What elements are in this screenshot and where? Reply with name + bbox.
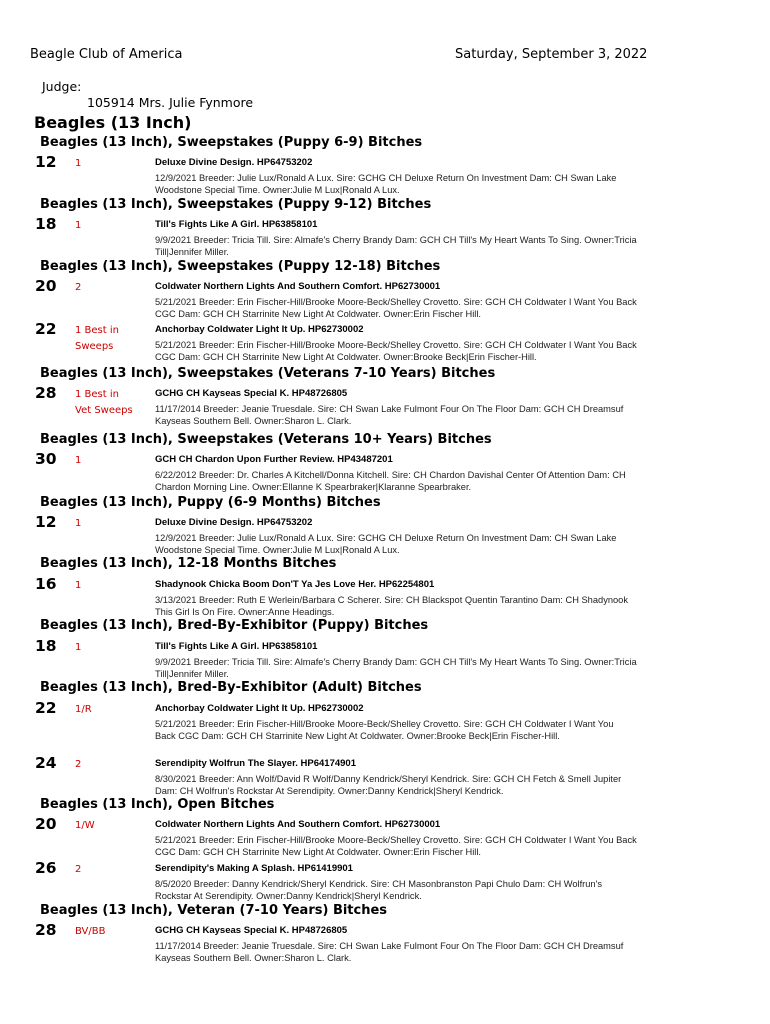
dog-name: Coldwater Northern Lights And Southern Comfort. HP62730001 xyxy=(155,281,441,292)
placement: 1 xyxy=(75,642,82,653)
class-heading: Beagles (13 Inch), Veteran (7-10 Years) Bitches xyxy=(40,903,388,918)
placement: 1 Best in Sweeps xyxy=(75,325,119,352)
dog-details: 6/22/2012 Breeder: Dr. Charles A Kitchell/Donna Kitchell. Sire: CH Chardon Davishal Center Of Attention Dam: CH Chardon Morning Line. Owner:Ellanne K Spearbraker|Klaranne Spearbraker. xyxy=(155,470,626,492)
dog-name: GCHG CH Kayseas Special K. HP48726805 xyxy=(155,388,348,399)
entry-number: 22 xyxy=(35,320,57,338)
class-heading: Beagles (13 Inch), Sweepstakes (Puppy 6-9) Bitches xyxy=(40,135,423,150)
club-name: Beagle Club of America xyxy=(30,47,183,62)
entry-row xyxy=(0,153,770,195)
entry-row xyxy=(0,699,770,741)
class-heading: Beagles (13 Inch), Bred-By-Exhibitor (Puppy) Bitches xyxy=(40,618,429,633)
dog-details: 5/21/2021 Breeder: Erin Fischer-Hill/Brooke Moore-Beck/Shelley Crovetto. Sire: GCH CH Coldwater I Want You Back CGC Dam: GCH CH Starrinite New Light At Coldwater. Owner:Brooke Beck|Erin Fischer-Hill. xyxy=(155,719,614,741)
entry-row xyxy=(0,277,770,319)
entry-row xyxy=(0,513,770,555)
entry-number: 20 xyxy=(35,277,57,295)
entry-row xyxy=(0,637,770,679)
placement: 1/R xyxy=(75,704,92,715)
dog-details: 5/21/2021 Breeder: Erin Fischer-Hill/Brooke Moore-Beck/Shelley Crovetto. Sire: GCH CH Coldwater I Want You Back CGC Dam: GCH CH Starrinite New Light At Coldwater. Owner:Erin Fischer Hill. xyxy=(155,297,637,319)
dog-name: Till's Fights Like A Girl. HP63858101 xyxy=(155,219,318,230)
dog-details: 11/17/2014 Breeder: Jeanie Truesdale. Sire: CH Swan Lake Fulmont Four On The Floor Dam: GCH CH Dreamsuf Kayseas Southern Bell. Owner:Sharon L. Clark. xyxy=(155,404,624,426)
entry-row xyxy=(0,384,770,426)
dog-details: 8/30/2021 Breeder: Ann Wolf/David R Wolf/Danny Kendrick/Sheryl Kendrick. Sire: GCH CH Fetch & Smell Jupiter Dam: CH Wolfrun's Rockstar At Serendipity. Owner:Danny Kendrick|Sheryl Kendrick. xyxy=(155,774,622,796)
placement: 1 xyxy=(75,580,82,591)
entry-number: 26 xyxy=(35,859,57,877)
dog-name: Serendipity Wolfrun The Slayer. HP64174901 xyxy=(155,758,356,769)
dog-name: Shadynook Chicka Boom Don'T Ya Jes Love Her. HP62254801 xyxy=(155,579,435,590)
dog-name: GCH CH Chardon Upon Further Review. HP43487201 xyxy=(155,454,393,465)
entry-row xyxy=(0,921,770,963)
class-heading: Beagles (13 Inch), 12-18 Months Bitches xyxy=(40,556,337,571)
dog-details: 12/9/2021 Breeder: Julie Lux/Ronald A Lux. Sire: GCHG CH Deluxe Return On Investment Dam: CH Swan Lake Woodstone Special Time. Owner:Julie M Lux|Ronald A Lux. xyxy=(155,173,617,195)
dog-name: Serendipity's Making A Splash. HP61419901 xyxy=(155,863,353,874)
dog-name: Anchorbay Coldwater Light It Up. HP62730002 xyxy=(155,703,364,714)
placement: BV/BB xyxy=(75,926,106,937)
breed-title: Beagles (13 Inch) xyxy=(34,113,192,132)
entry-number: 12 xyxy=(35,153,57,171)
entry-number: 28 xyxy=(35,384,57,402)
class-heading: Beagles (13 Inch), Puppy (6-9 Months) Bitches xyxy=(40,495,381,510)
dog-details: 9/9/2021 Breeder: Tricia Till. Sire: Almafe's Cherry Brandy Dam: GCH CH Till's My Heart Wants To Sing. Owner:Tricia Till|Jennifer Miller. xyxy=(155,235,637,257)
dog-details: 12/9/2021 Breeder: Julie Lux/Ronald A Lux. Sire: GCHG CH Deluxe Return On Investment Dam: CH Swan Lake Woodstone Special Time. Owner:Julie M Lux|Ronald A Lux. xyxy=(155,533,617,555)
class-heading: Beagles (13 Inch), Bred-By-Exhibitor (Adult) Bitches xyxy=(40,680,422,695)
dog-name: Deluxe Divine Design. HP64753202 xyxy=(155,517,313,528)
class-heading: Beagles (13 Inch), Open Bitches xyxy=(40,797,275,812)
judge-label: Judge: xyxy=(42,79,82,94)
entry-row xyxy=(0,815,770,857)
placement: 1 xyxy=(75,158,82,169)
placement: 2 xyxy=(75,282,82,293)
placement: 1 Best in Vet Sweeps xyxy=(75,389,133,416)
dog-details: 3/13/2021 Breeder: Ruth E Werlein/Barbara C Scherer. Sire: CH Blackspot Quentin Tarantino Dam: CH Shadynook This Girl Is On Fire. Owner:Anne Headings. xyxy=(155,595,629,617)
dog-details: 11/17/2014 Breeder: Jeanie Truesdale. Sire: CH Swan Lake Fulmont Four On The Floor Dam: GCH CH Dreamsuf Kayseas Southern Bell. Owner:Sharon L. Clark. xyxy=(155,941,624,963)
placement: 1/W xyxy=(75,820,95,831)
entry-number: 18 xyxy=(35,637,57,655)
entry-number: 30 xyxy=(35,450,57,468)
entry-number: 12 xyxy=(35,513,57,531)
entry-row xyxy=(0,754,770,796)
dog-details: 5/21/2021 Breeder: Erin Fischer-Hill/Brooke Moore-Beck/Shelley Crovetto. Sire: GCH CH Coldwater I Want You Back CGC Dam: GCH CH Starrinite New Light At Coldwater. Owner:Erin Fischer Hill. xyxy=(155,835,637,857)
entry-number: 24 xyxy=(35,754,57,772)
entry-number: 28 xyxy=(35,921,57,939)
dog-name: GCHG CH Kayseas Special K. HP48726805 xyxy=(155,925,348,936)
entry-number: 18 xyxy=(35,215,57,233)
entry-row xyxy=(0,450,770,492)
dog-details: 8/5/2020 Breeder: Danny Kendrick/Sheryl Kendrick. Sire: CH Masonbranston Papi Chulo Dam: CH Wolfrun's Rockstar At Serendipity. Owner:Danny Kendrick|Sheryl Kendrick. xyxy=(155,879,603,901)
class-heading: Beagles (13 Inch), Sweepstakes (Puppy 9-12) Bitches xyxy=(40,197,432,212)
dog-name: Anchorbay Coldwater Light It Up. HP62730002 xyxy=(155,324,364,335)
entry-row xyxy=(0,859,770,901)
placement: 1 xyxy=(75,518,82,529)
entry-number: 20 xyxy=(35,815,57,833)
entry-number: 22 xyxy=(35,699,57,717)
dog-name: Deluxe Divine Design. HP64753202 xyxy=(155,157,313,168)
dog-name: Coldwater Northern Lights And Southern Comfort. HP62730001 xyxy=(155,819,441,830)
dog-details: 5/21/2021 Breeder: Erin Fischer-Hill/Brooke Moore-Beck/Shelley Crovetto. Sire: GCH CH Coldwater I Want You Back CGC Dam: GCH CH Starrinite New Light At Coldwater. Owner:Brooke Beck|Erin Fischer-Hill. xyxy=(155,340,637,362)
entry-number: 16 xyxy=(35,575,57,593)
placement: 1 xyxy=(75,220,82,231)
entry-row xyxy=(0,320,770,362)
placement: 2 xyxy=(75,864,82,875)
class-heading: Beagles (13 Inch), Sweepstakes (Puppy 12-18) Bitches xyxy=(40,259,441,274)
judge-name: 105914 Mrs. Julie Fynmore xyxy=(87,95,254,110)
dog-details: 9/9/2021 Breeder: Tricia Till. Sire: Almafe's Cherry Brandy Dam: GCH CH Till's My Heart Wants To Sing. Owner:Tricia Till|Jennifer Miller. xyxy=(155,657,637,679)
entry-row xyxy=(0,215,770,257)
entry-row xyxy=(0,575,770,617)
dog-name: Till's Fights Like A Girl. HP63858101 xyxy=(155,641,318,652)
class-heading: Beagles (13 Inch), Sweepstakes (Veterans 7-10 Years) Bitches xyxy=(40,366,496,381)
placement: 1 xyxy=(75,455,82,466)
show-date: Saturday, September 3, 2022 xyxy=(455,47,648,62)
placement: 2 xyxy=(75,759,82,770)
class-heading: Beagles (13 Inch), Sweepstakes (Veterans 10+ Years) Bitches xyxy=(40,432,492,447)
